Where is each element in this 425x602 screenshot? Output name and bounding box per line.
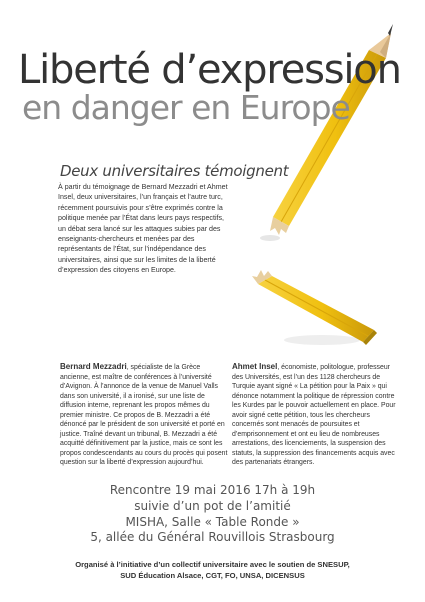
event-reception: suivie d’un pot de l’amitié xyxy=(134,498,291,513)
event-details xyxy=(0,483,425,546)
right-column-text xyxy=(232,362,397,468)
event-address: 5, allée du Général Rouvillois Strasbourg xyxy=(90,530,335,545)
poster-title-line2: en danger en Europe xyxy=(22,88,350,127)
organizers-line1: Organisé à l’initiative d’un collectif universitaire avec le soutien de SNESUP, xyxy=(75,560,350,569)
event-room: MISHA, Salle « Table Ronde » xyxy=(125,514,300,529)
event-date: Rencontre 19 mai 2016 17h à 19h xyxy=(109,483,316,497)
pencil-shadow xyxy=(284,335,360,345)
left-column-text xyxy=(60,362,228,468)
pencil-shadow xyxy=(260,235,280,241)
poster-subtitle: Deux universitaires témoignent xyxy=(60,162,289,180)
organizers-footer xyxy=(0,560,425,581)
speaker-bio-right: , économiste, politologue, professeur des Universités, est l’un des 1128 chercheurs de Turquie ayant signé « La pétition pour la Paix » qui dénonce notamment la politique de répression contre les Kurdes par le pouvoir actuellement en place. Pour avoir signé cette pétition, tous les chercheurs concernés sont menacés de poursuites et d’emprisonnement et ont eu lieu de nombreuses arrestations, des licenciements, la suspension des statuts, la suppression des financements acquis avec des partenariats étrangers. xyxy=(232,364,396,466)
pencil-lower-piece xyxy=(252,270,377,345)
intro-paragraph: À partir du témoignage de Bernard Mezzadri et Ahmet Insel, deux universitaires, l’un français et l’autre turc, récemment poursuivis pour s’être exprimés contre la politique menée par l’État dans leurs pays respectifs, un débat sera lancé sur les attaques subies par des enseignants-chercheurs et menées par des représentants de l’État, sur l’indépendance des universitaires, ainsi que sur les limites de la liberté d’expression des citoyens en Europe. xyxy=(58,183,228,275)
speaker-name-left: Bernard Mezzadri xyxy=(60,362,127,371)
speaker-bio-left: , spécialiste de la Grèce ancienne, est maître de conférences à l’université d’Avignon. À l’annonce de la venue de Manuel Valls dans son université, il a ironisé, sur une liste de diffusion interne, reprenant les propos mêmes du premier ministre. Ce propos de B. Mezzadri a été dénoncé par le président de son université et porté en justice. Traîné devant un tribunal, B. Mezzadri a été acquitté définitivement par la justice, mais ce sont les propos condescendants au cours du procès qui posent question sur la liberté d’expression aujourd’hui. xyxy=(60,364,228,466)
poster-title-line1: Liberté d’expression xyxy=(18,47,401,93)
speaker-name-right: Ahmet Insel xyxy=(232,362,278,371)
organizers-line2: SUD Éducation Alsace, CGT, FO, UNSA, DICENSUS xyxy=(120,570,305,580)
